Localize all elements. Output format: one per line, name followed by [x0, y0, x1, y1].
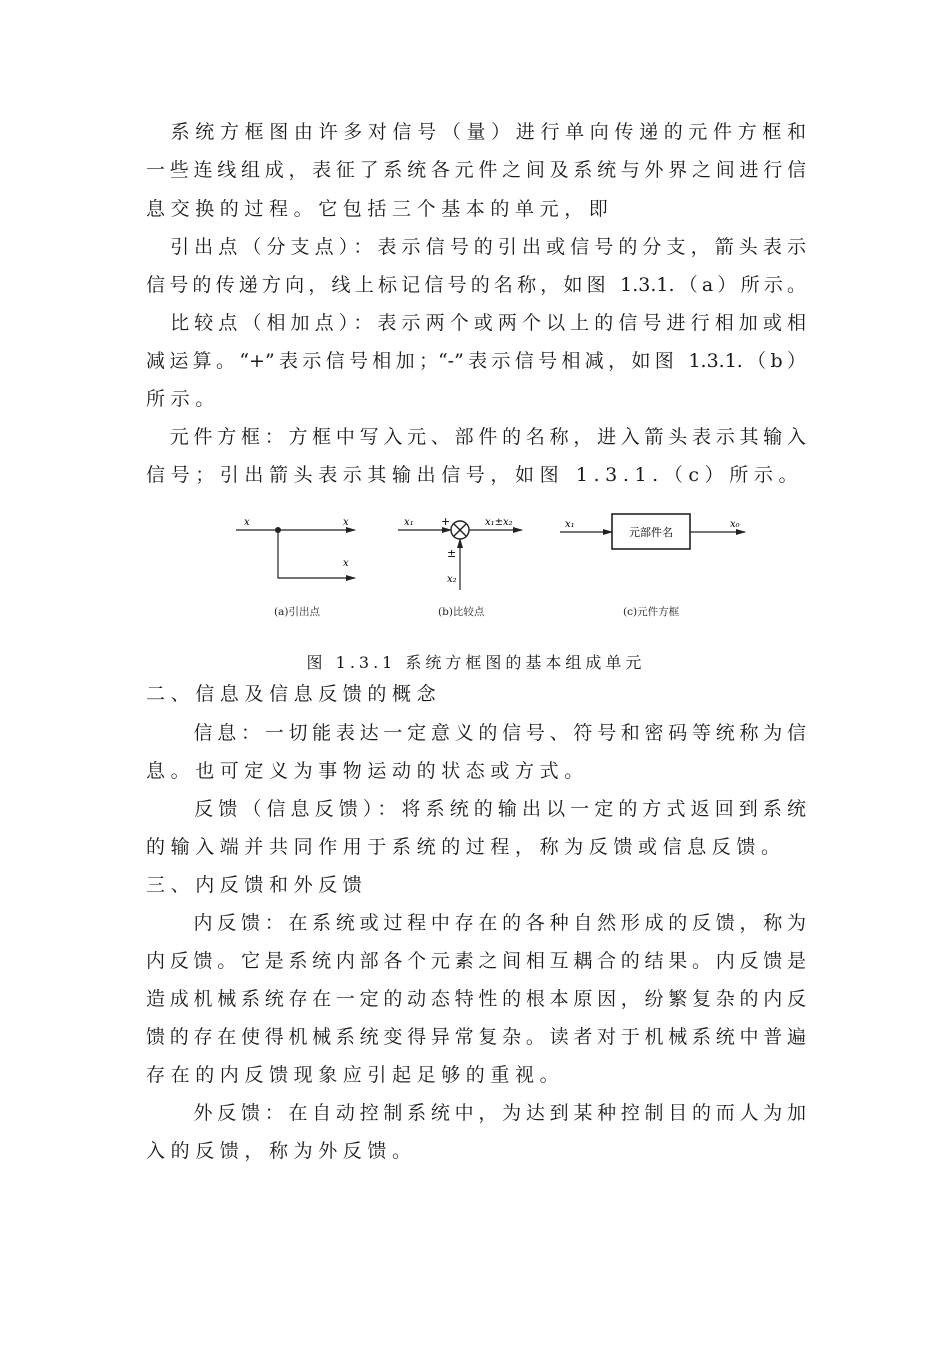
- element-block-label: 元部件名: [629, 526, 673, 539]
- text-line: 系统方框图由许多对信号（量）进行单向传递的元件方框和: [146, 121, 806, 143]
- figure-title: 图 1.3.1 系统方框图的基本组成单元: [306, 653, 646, 672]
- signal-label: x₁: [404, 517, 414, 528]
- signal-label: x₁±x₂: [485, 517, 513, 528]
- subfigure-caption: (c)元件方框: [623, 606, 680, 618]
- text-line: 比较点（相加点）：表示两个或两个以上的信号进行相加或相: [146, 312, 806, 334]
- text-line: 引出点（分支点）：表示信号的引出或信号的分支，箭头表示: [146, 236, 806, 258]
- signal-label: x: [343, 558, 349, 569]
- branch-line: [278, 530, 355, 578]
- text-line: 信号；引出箭头表示其输出信号，如图 1.3.1.（c）所示。: [146, 464, 804, 486]
- text-line: 造成机械系统存在一定的动态特性的根本原因，纷繁复杂的内反: [146, 988, 806, 1010]
- section-heading: 二、信息及信息反馈的概念: [146, 683, 442, 705]
- subfigure-caption: (a)引出点: [274, 606, 320, 618]
- signal-label: x: [343, 517, 349, 528]
- section-heading: 三、内反馈和外反馈: [146, 874, 368, 896]
- signal-label: x₂: [447, 574, 457, 585]
- text-line: 息交换的过程。它包括三个基本的单元，即: [146, 198, 614, 220]
- text-line: 内反馈：在系统或过程中存在的各种自然形成的反馈，称为: [146, 912, 806, 934]
- sign-label: ±: [447, 547, 457, 560]
- text-line: 反馈（信息反馈）：将系统的输出以一定的方式返回到系统: [146, 798, 806, 820]
- text-line: 存在的内反馈现象应引起足够的重视。: [146, 1064, 565, 1086]
- text-line: 馈的存在使得机械系统变得异常复杂。读者对于机械系统中普遍: [146, 1026, 806, 1048]
- text-line: 外反馈：在自动控制系统中，为达到某种控制目的而人为加: [146, 1102, 806, 1124]
- text-line: 的输入端并共同作用于系统的过程，称为反馈或信息反馈。: [146, 836, 786, 858]
- text-line: 所示。: [146, 388, 220, 410]
- signal-label: x: [244, 517, 250, 528]
- text-line: 息。也可定义为事物运动的状态或方式。: [146, 760, 589, 782]
- sign-label: +: [441, 515, 451, 528]
- text-line: 信息：一切能表达一定意义的信号、符号和密码等统称为信: [146, 722, 806, 744]
- text-line: 信号的传递方向，线上标记信号的名称，如图 1.3.1.（a）所示。: [146, 274, 806, 296]
- text-line: 入的反馈，称为外反馈。: [146, 1140, 417, 1162]
- text-line: 减运算。“+”表示信号相加；“-”表示信号相减，如图 1.3.1.（b）: [146, 350, 806, 372]
- text-line: 元件方框：方框中写入元、部件的名称，进入箭头表示其输入: [146, 426, 806, 448]
- subfigure-caption: (b)比较点: [438, 606, 485, 618]
- signal-label: x₀: [730, 519, 740, 530]
- text-line: 内反馈。它是系统内部各个元素之间相互耦合的结果。内反馈是: [146, 950, 806, 972]
- signal-label: x₁: [565, 519, 575, 530]
- text-line: 一些连线组成，表征了系统各元件之间及系统与外界之间进行信: [146, 159, 806, 181]
- element-block-diagram: [560, 514, 745, 549]
- branch-point-diagram: [236, 517, 355, 578]
- summing-point-diagram: [398, 515, 522, 590]
